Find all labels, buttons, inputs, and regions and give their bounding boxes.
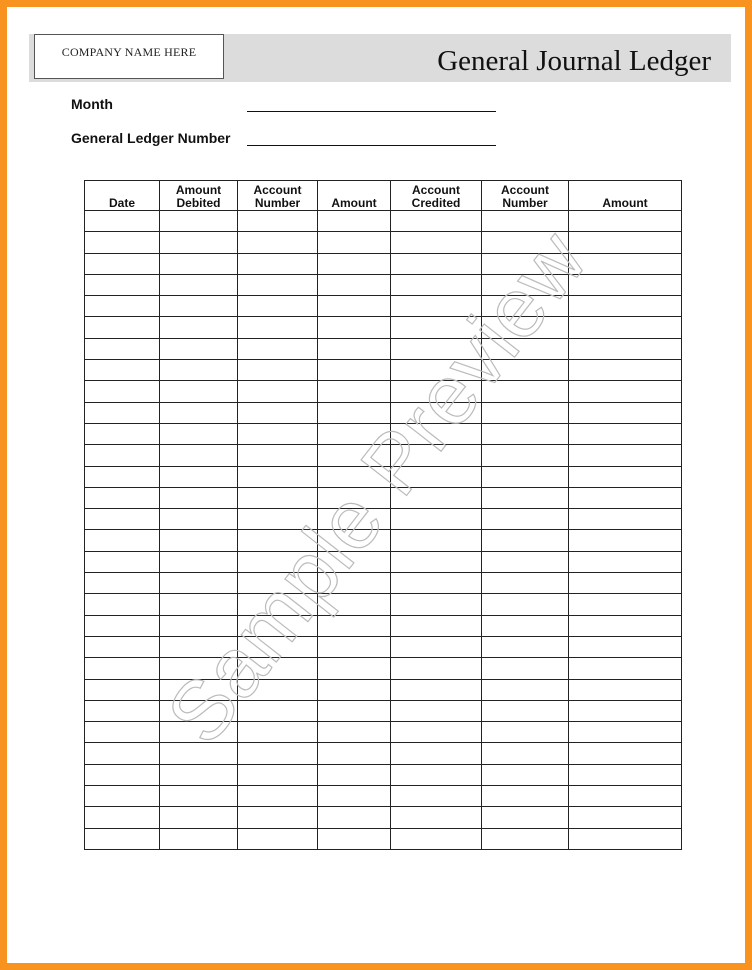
table-row (85, 338, 682, 359)
table-cell[interactable] (160, 658, 238, 679)
table-cell[interactable] (160, 594, 238, 615)
table-cell[interactable] (482, 807, 569, 828)
table-cell[interactable] (482, 551, 569, 572)
column-header-text: Account (253, 183, 302, 197)
table-cell[interactable] (318, 317, 391, 338)
table-cell[interactable] (318, 487, 391, 508)
table-row (85, 786, 682, 807)
ledger-number-label: General Ledger Number (71, 130, 231, 146)
table-cell[interactable] (318, 722, 391, 743)
table-cell[interactable] (482, 232, 569, 253)
table-cell[interactable] (85, 743, 160, 764)
column-header (482, 181, 569, 211)
column-header (238, 181, 318, 211)
table-cell[interactable] (318, 636, 391, 657)
table-cell[interactable] (160, 551, 238, 572)
table-cell[interactable] (482, 658, 569, 679)
table-cell[interactable] (318, 360, 391, 381)
table-cell[interactable] (482, 274, 569, 295)
table-cell[interactable] (482, 636, 569, 657)
table-row (85, 296, 682, 317)
table-row (85, 636, 682, 657)
column-header-text: Amount (175, 183, 222, 197)
table-cell[interactable] (391, 274, 482, 295)
table-cell[interactable] (85, 487, 160, 508)
table-cell[interactable] (391, 466, 482, 487)
table-cell[interactable] (318, 573, 391, 594)
column-header (160, 181, 238, 211)
table-cell[interactable] (85, 338, 160, 359)
table-cell[interactable] (482, 743, 569, 764)
table-cell[interactable] (160, 466, 238, 487)
table-cell[interactable] (318, 615, 391, 636)
table-cell[interactable] (482, 530, 569, 551)
table-cell[interactable] (318, 423, 391, 444)
table-cell[interactable] (391, 573, 482, 594)
table-cell[interactable] (482, 381, 569, 402)
table-cell[interactable] (85, 679, 160, 700)
table-cell[interactable] (318, 764, 391, 785)
table-cell[interactable] (160, 381, 238, 402)
table-cell[interactable] (85, 296, 160, 317)
table-cell[interactable] (160, 615, 238, 636)
table-cell[interactable] (160, 274, 238, 295)
table-cell[interactable] (160, 807, 238, 828)
table-cell[interactable] (569, 636, 682, 657)
table-row (85, 722, 682, 743)
table-cell[interactable] (391, 317, 482, 338)
table-cell[interactable] (482, 786, 569, 807)
table-header-row (85, 181, 682, 211)
table-cell[interactable] (160, 211, 238, 232)
table-cell[interactable] (391, 211, 482, 232)
table-cell[interactable] (569, 786, 682, 807)
table-cell[interactable] (318, 253, 391, 274)
table-cell[interactable] (160, 487, 238, 508)
table-cell[interactable] (238, 445, 318, 466)
page-title: General Journal Ledger (437, 45, 711, 77)
table-cell[interactable] (569, 253, 682, 274)
column-header-text: Credited (411, 196, 461, 210)
table-cell[interactable] (85, 381, 160, 402)
table-cell[interactable] (238, 722, 318, 743)
table-cell[interactable] (318, 786, 391, 807)
table-cell[interactable] (569, 722, 682, 743)
table-cell[interactable] (318, 338, 391, 359)
table-cell[interactable] (160, 764, 238, 785)
table-cell[interactable] (569, 551, 682, 572)
table-cell[interactable] (238, 487, 318, 508)
table-row (85, 807, 682, 828)
table-cell[interactable] (482, 402, 569, 423)
table-cell[interactable] (391, 445, 482, 466)
table-cell[interactable] (569, 828, 682, 849)
table-cell[interactable] (569, 317, 682, 338)
table-row (85, 253, 682, 274)
table-cell[interactable] (391, 360, 482, 381)
table-cell[interactable] (391, 423, 482, 444)
table-cell[interactable] (391, 253, 482, 274)
table-row (85, 381, 682, 402)
table-cell[interactable] (569, 360, 682, 381)
table-cell[interactable] (238, 594, 318, 615)
table-cell[interactable] (85, 636, 160, 657)
table-cell[interactable] (238, 232, 318, 253)
table-cell[interactable] (569, 296, 682, 317)
table-cell[interactable] (238, 296, 318, 317)
column-header-text: Amount (602, 196, 648, 210)
table-cell[interactable] (569, 423, 682, 444)
table-row (85, 658, 682, 679)
table-cell[interactable] (318, 274, 391, 295)
table-row (85, 232, 682, 253)
table-cell[interactable] (569, 381, 682, 402)
table-cell[interactable] (391, 594, 482, 615)
table-cell[interactable] (569, 764, 682, 785)
table-cell[interactable] (482, 338, 569, 359)
table-cell[interactable] (482, 487, 569, 508)
table-cell[interactable] (85, 786, 160, 807)
ledger-number-input-line (247, 145, 496, 146)
table-cell[interactable] (160, 338, 238, 359)
table-cell[interactable] (391, 786, 482, 807)
table-cell[interactable] (318, 743, 391, 764)
table-cell[interactable] (391, 615, 482, 636)
table-row (85, 615, 682, 636)
table-cell[interactable] (238, 700, 318, 721)
month-input-line (247, 111, 496, 112)
table-cell[interactable] (318, 211, 391, 232)
table-cell[interactable] (85, 360, 160, 381)
table-cell[interactable] (318, 551, 391, 572)
table-cell[interactable] (85, 466, 160, 487)
table-cell[interactable] (160, 636, 238, 657)
table-cell[interactable] (569, 594, 682, 615)
table-cell[interactable] (160, 360, 238, 381)
table-cell[interactable] (569, 807, 682, 828)
table-row (85, 828, 682, 849)
table-cell[interactable] (569, 509, 682, 530)
table-cell[interactable] (238, 530, 318, 551)
table-cell[interactable] (391, 743, 482, 764)
table-cell[interactable] (160, 296, 238, 317)
table-body (85, 211, 682, 850)
month-label: Month (71, 96, 113, 112)
table-cell[interactable] (482, 466, 569, 487)
table-cell[interactable] (569, 445, 682, 466)
table-cell[interactable] (85, 764, 160, 785)
table-cell[interactable] (482, 764, 569, 785)
table-cell[interactable] (482, 211, 569, 232)
column-header-text: Number (502, 196, 548, 210)
table-cell[interactable] (391, 487, 482, 508)
table-cell[interactable] (569, 466, 682, 487)
table-cell[interactable] (85, 317, 160, 338)
table-cell[interactable] (160, 402, 238, 423)
table-cell[interactable] (85, 700, 160, 721)
table-cell[interactable] (85, 573, 160, 594)
table-cell[interactable] (85, 530, 160, 551)
table-cell[interactable] (318, 232, 391, 253)
table-cell[interactable] (318, 296, 391, 317)
table-cell[interactable] (238, 764, 318, 785)
table-cell[interactable] (160, 232, 238, 253)
table-cell[interactable] (569, 530, 682, 551)
table-cell[interactable] (318, 466, 391, 487)
table-cell[interactable] (482, 700, 569, 721)
table-cell[interactable] (569, 743, 682, 764)
table-cell[interactable] (238, 402, 318, 423)
table-cell[interactable] (160, 253, 238, 274)
table-cell[interactable] (391, 402, 482, 423)
table-cell[interactable] (482, 296, 569, 317)
table-cell[interactable] (238, 786, 318, 807)
table-cell[interactable] (569, 211, 682, 232)
table-cell[interactable] (238, 360, 318, 381)
table-cell[interactable] (318, 828, 391, 849)
table-cell[interactable] (482, 509, 569, 530)
table-cell[interactable] (238, 423, 318, 444)
table-cell[interactable] (238, 274, 318, 295)
table-cell[interactable] (482, 253, 569, 274)
table-cell[interactable] (318, 658, 391, 679)
table-cell[interactable] (238, 317, 318, 338)
table-cell[interactable] (160, 423, 238, 444)
table-row (85, 573, 682, 594)
table-cell[interactable] (85, 509, 160, 530)
table-cell[interactable] (569, 679, 682, 700)
column-header (569, 181, 682, 211)
table-row (85, 423, 682, 444)
table-cell[interactable] (391, 636, 482, 657)
column-header-text: Date (108, 196, 135, 210)
table-cell[interactable] (569, 658, 682, 679)
table-cell[interactable] (160, 722, 238, 743)
column-header-text: Account (412, 183, 460, 197)
table-row (85, 700, 682, 721)
table-cell[interactable] (238, 211, 318, 232)
table-cell[interactable] (391, 658, 482, 679)
table-cell[interactable] (482, 828, 569, 849)
table-cell[interactable] (85, 211, 160, 232)
table-cell[interactable] (318, 445, 391, 466)
table-cell[interactable] (238, 253, 318, 274)
column-header-text: Debited (176, 196, 221, 210)
table-cell[interactable] (569, 615, 682, 636)
table-cell[interactable] (238, 658, 318, 679)
table-cell[interactable] (85, 402, 160, 423)
table-cell[interactable] (482, 573, 569, 594)
table-cell[interactable] (238, 509, 318, 530)
table-cell[interactable] (318, 700, 391, 721)
table-cell[interactable] (482, 615, 569, 636)
table-row (85, 530, 682, 551)
table-cell[interactable] (160, 786, 238, 807)
table-cell[interactable] (238, 615, 318, 636)
table-cell[interactable] (391, 679, 482, 700)
table-cell[interactable] (318, 381, 391, 402)
table-cell[interactable] (160, 679, 238, 700)
column-header-text: Amount (331, 196, 377, 210)
ledger-table (84, 180, 682, 850)
table-row (85, 402, 682, 423)
table-cell[interactable] (391, 551, 482, 572)
table-cell[interactable] (482, 317, 569, 338)
table-cell[interactable] (391, 381, 482, 402)
table-cell[interactable] (160, 573, 238, 594)
table-cell[interactable] (238, 679, 318, 700)
table-row (85, 274, 682, 295)
table-cell[interactable] (569, 402, 682, 423)
table-cell[interactable] (318, 594, 391, 615)
table-cell[interactable] (160, 828, 238, 849)
table-cell[interactable] (482, 445, 569, 466)
table-row (85, 466, 682, 487)
table-cell[interactable] (85, 232, 160, 253)
table-cell[interactable] (85, 828, 160, 849)
table-cell[interactable] (569, 274, 682, 295)
table-cell[interactable] (85, 423, 160, 444)
table-row (85, 764, 682, 785)
table-cell[interactable] (391, 296, 482, 317)
table-cell[interactable] (85, 658, 160, 679)
table-cell[interactable] (391, 700, 482, 721)
table-cell[interactable] (238, 807, 318, 828)
column-header (318, 181, 391, 211)
column-header-text: Account (501, 183, 549, 197)
table-row (85, 594, 682, 615)
table-cell[interactable] (85, 722, 160, 743)
table-cell[interactable] (238, 828, 318, 849)
table-cell[interactable] (85, 253, 160, 274)
table-cell[interactable] (569, 573, 682, 594)
table-cell[interactable] (238, 551, 318, 572)
table-cell[interactable] (391, 509, 482, 530)
column-header (391, 181, 482, 211)
company-name-box: COMPANY NAME HERE (34, 34, 224, 79)
table-cell[interactable] (569, 487, 682, 508)
watermark: Sample Preview (148, 213, 605, 761)
table-cell[interactable] (318, 509, 391, 530)
table-cell[interactable] (160, 530, 238, 551)
table-row (85, 211, 682, 232)
table-cell[interactable] (85, 274, 160, 295)
table-cell[interactable] (160, 317, 238, 338)
table-cell[interactable] (160, 509, 238, 530)
table-cell[interactable] (160, 700, 238, 721)
table-cell[interactable] (569, 700, 682, 721)
table-cell[interactable] (391, 232, 482, 253)
table-cell[interactable] (318, 679, 391, 700)
table-cell[interactable] (318, 807, 391, 828)
table-cell[interactable] (391, 338, 482, 359)
table-cell[interactable] (318, 402, 391, 423)
table-row (85, 743, 682, 764)
table-row (85, 445, 682, 466)
table-cell[interactable] (238, 338, 318, 359)
table-cell[interactable] (85, 615, 160, 636)
table-cell[interactable] (391, 764, 482, 785)
column-header-text: Number (254, 196, 301, 210)
table-row (85, 487, 682, 508)
table-cell[interactable] (238, 636, 318, 657)
table-cell[interactable] (482, 594, 569, 615)
table-row (85, 509, 682, 530)
table-cell[interactable] (569, 338, 682, 359)
table-cell[interactable] (318, 530, 391, 551)
table-cell[interactable] (85, 807, 160, 828)
table-cell[interactable] (238, 573, 318, 594)
table-cell[interactable] (85, 445, 160, 466)
table-cell[interactable] (482, 679, 569, 700)
table-cell[interactable] (160, 743, 238, 764)
table-cell[interactable] (482, 722, 569, 743)
table-cell[interactable] (160, 445, 238, 466)
table-cell[interactable] (85, 551, 160, 572)
table-cell[interactable] (391, 530, 482, 551)
table-cell[interactable] (391, 807, 482, 828)
table-cell[interactable] (238, 466, 318, 487)
table-row (85, 317, 682, 338)
table-row (85, 551, 682, 572)
table-cell[interactable] (238, 743, 318, 764)
table-cell[interactable] (569, 232, 682, 253)
table-cell[interactable] (85, 594, 160, 615)
table-cell[interactable] (391, 828, 482, 849)
table-cell[interactable] (482, 423, 569, 444)
table-cell[interactable] (391, 722, 482, 743)
column-header (85, 181, 160, 211)
table-row (85, 679, 682, 700)
table-cell[interactable] (482, 360, 569, 381)
table-row (85, 360, 682, 381)
table-cell[interactable] (238, 381, 318, 402)
